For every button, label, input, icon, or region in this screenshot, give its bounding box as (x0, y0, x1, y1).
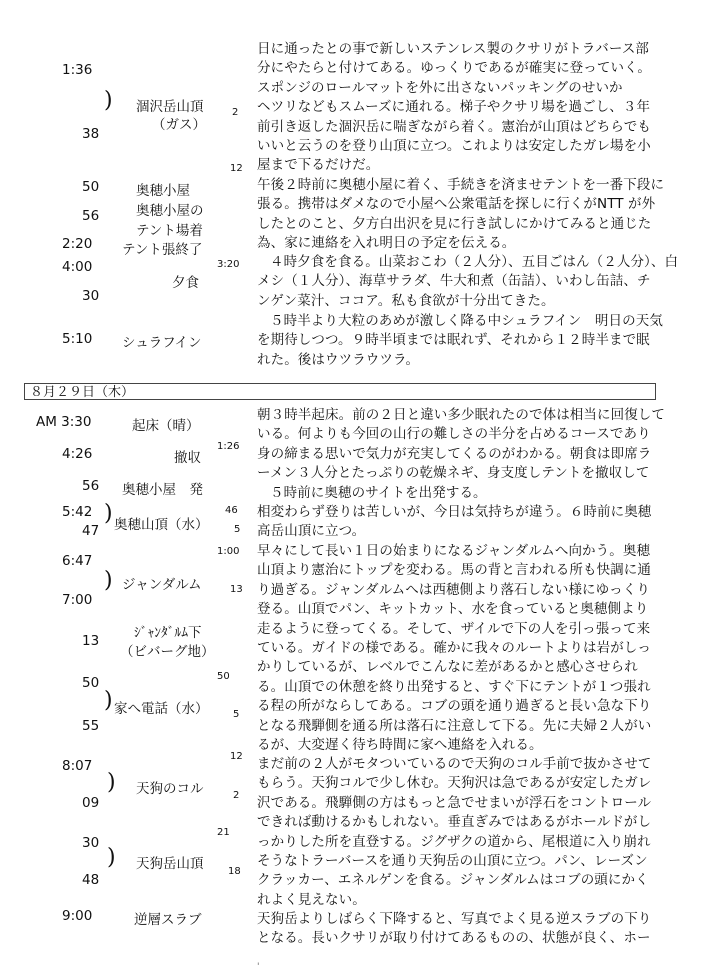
bracket-mark: ) (104, 568, 113, 593)
event-label: 奥穂小屋の (136, 203, 204, 219)
text-line: を期待しつつ。９時半頃までは眠れず、それから１２時半まで眠 (257, 332, 650, 349)
event-label: シュラフイン (122, 335, 202, 351)
text-line: メシ（１人分）、海草サラダ、牛大和煮（缶詰）、いわし缶詰、チ (257, 273, 651, 290)
event-label: 奥穂小屋 (136, 183, 190, 199)
text-line: もらう。天狗コルで少し休む。天狗沢は急であるが安定したガレ (257, 775, 652, 792)
time-entry: 30 (82, 288, 100, 304)
duration-entry: 50 (217, 671, 230, 682)
duration-entry: 1:26 (217, 441, 240, 452)
duration-entry: 1:00 (217, 546, 240, 557)
event-label: （ビバーグ地） (120, 644, 215, 660)
time-entry: 7:00 (62, 592, 93, 608)
time-entry: 55 (82, 718, 100, 734)
time-entry: 56 (82, 478, 100, 494)
time-entry: 1:36 (62, 62, 93, 78)
duration-entry: 2 (233, 790, 240, 801)
time-entry: 4:00 (62, 259, 93, 275)
time-entry: 47 (82, 523, 100, 539)
text-line: ーメン３人分とたっぷりの乾燥ネギ、身支度しテントを撤収して (257, 465, 650, 482)
duration-entry: 5 (234, 524, 241, 535)
text-line: ンゲン菜汁、ココア。私も食欲が十分出てきた。 (257, 292, 555, 309)
duration-entry: 12 (230, 163, 243, 174)
event-label: 夕食 (172, 275, 199, 291)
text-line: 相変わらず登りは苦しいが、今日は気持ちが違う。６時前に奥穂 (257, 504, 652, 520)
event-label: 家へ電話（水） (114, 701, 209, 717)
text-line: り過ぎる。ジャンダルムへは西穂側より落石しない様にゆっくり (257, 581, 650, 598)
bracket-mark: ) (104, 688, 113, 713)
text-line: そうなトラーバースを通り天狗岳の山頂に立つ。パン、レーズン (257, 852, 648, 869)
event-label: 撤収 (174, 450, 201, 466)
time-entry: 48 (82, 872, 100, 888)
bracket-mark: ) (107, 845, 116, 870)
bracket-mark: ) (104, 88, 113, 113)
text-line: 沢である。飛騨側の方はもっと急でせまいが浮石をコントロール (257, 794, 652, 811)
event-label: 奥穂小屋 発 (122, 482, 203, 498)
text-line: れよく見えない。 (257, 891, 366, 908)
text-line: る程の所がならしてある。コブの頭を通り過ぎると長い急な下り (257, 698, 652, 715)
text-line: 屋まで下るだけだ。 (257, 157, 380, 174)
narrative-paragraph (257, 406, 665, 503)
duration-entry: 3:20 (217, 259, 240, 270)
text-line: 天狗岳よりしばらく下降すると、写真でよく見る逆スラブの下り (257, 911, 652, 927)
text-line: ５時半より大粒のあめが激しく降る中シュラフイン 明日の天気 (270, 313, 663, 329)
text-line: スポンジのロールマットを外に出さないパッキングのせいか (257, 79, 623, 96)
event-label: （ガス） (152, 117, 206, 133)
bracket-mark: ) (104, 501, 113, 526)
text-line: っかりした所を直登する。ジグザクの道から、尾根道に入り崩れ (257, 833, 651, 850)
duration-entry: 21 (217, 827, 230, 838)
text-line: る。山頂での休憩を終り出発すると、すぐ下にテントが１つ張れ (257, 678, 651, 695)
time-entry: 38 (82, 126, 100, 142)
text-line: 為、家に連絡を入れ明日の予定を伝える。 (257, 235, 516, 252)
text-line: 午後２時前に奥穂小屋に着く、手続きを済ませテントを一番下段に (257, 177, 665, 193)
time-entry: 4:26 (62, 446, 93, 462)
text-line: 高岳山頂に立つ。 (257, 523, 366, 540)
date-header: ８月２９日（木） (24, 383, 656, 400)
text-line: となる飛騨側を通る所は落石に注意して下る。先に夫婦２人がい (257, 717, 652, 734)
text-line: ５時前に奥穂のサイトを出発する。 (270, 484, 487, 501)
text-line: 日に通ったとの事で新しいステンレス製のクサリがトラバース部 (257, 41, 650, 57)
event-label: 逆層スラブ (134, 912, 202, 928)
time-entry: 6:47 (62, 553, 93, 569)
time-entry: 56 (82, 208, 100, 224)
time-entry: 50 (82, 179, 100, 195)
time-entry: 50 (82, 675, 100, 691)
text-line: ヘツリなどもスムーズに通れる。梯子やクサリ場を過ごし、３年 (257, 99, 651, 116)
page-mark: ' (257, 962, 260, 972)
bracket-mark: ) (107, 770, 116, 795)
narrative-paragraph (257, 312, 663, 370)
text-line: となる。長いクサリが取り付けてあるものの、状態が良く、ホー (257, 930, 651, 947)
event-label: 奥穂山頂（水） (114, 517, 209, 533)
time-entry: 5:10 (62, 331, 93, 347)
duration-entry: 2 (232, 107, 239, 118)
text-line: 前引き返した涸沢岳に喘ぎながら着く。憲治が山頂はどちらでも (257, 118, 651, 135)
event-label: 天狗のコル (136, 781, 204, 797)
text-line: 張る。携帯はダメなので小屋へ公衆電話を探しに行くがNTT が外 (257, 196, 656, 213)
text-line: かりしているが、レベルでこんなに差があるかと感心させられ (257, 659, 638, 676)
text-line: 山頂より憲治にトップを変わる。馬の背と言われる所も快調に通 (257, 562, 651, 579)
text-line: 身の締まる思いで気力が充実してくるのがわかる。朝食は即席ラ (257, 445, 652, 462)
narrative-paragraph (257, 542, 659, 755)
event-label: 涸沢岳山頂 (136, 99, 204, 115)
narrative-paragraph (257, 40, 659, 176)
narrative-paragraph (257, 503, 659, 542)
time-entry: AM 3:30 (36, 414, 92, 430)
text-line: いいと云うのを登り山頂に立つ。これよりは安定したガレ場を小 (257, 137, 651, 154)
narrative-paragraph (257, 253, 679, 311)
text-line: まだ前の２人がモタついているので天狗のコル手前で抜かさせて (257, 756, 652, 772)
time-entry: 9:00 (62, 908, 93, 924)
duration-entry: 13 (230, 584, 243, 595)
event-label: テント張終了 (122, 242, 203, 258)
text-line: ている。ガイドの様である。確かに我々のルートよりは岩がしっ (257, 639, 651, 656)
time-entry: 09 (82, 795, 100, 811)
duration-entry: 12 (230, 751, 243, 762)
event-label: ジャンダルム (122, 577, 202, 593)
text-line: 登る。山頂でパン、キットカット、水を食っていると奥穂側より (257, 601, 649, 618)
text-line: いる。何よりも今回の山行の難しさの半分を占めるコースであり (257, 426, 651, 443)
text-line: 早々にして長い１日の始まりになるジャンダルムへ向かう。奥穂 (257, 543, 651, 559)
narrative-paragraph (257, 176, 665, 254)
event-label: ｼﾞｬﾝﾀﾞﾙﾑ下 (134, 625, 202, 641)
event-label: テント場着 (136, 223, 203, 239)
event-label: 起床（晴） (132, 418, 200, 434)
text-line: るが、大変遅く待ち時間に家へ連絡を入れる。 (257, 736, 543, 753)
time-entry: 2:20 (62, 236, 93, 252)
narrative-paragraph (257, 910, 659, 949)
text-line: したとのこと、夕方白出沢を見に行き試しにかけてみると通じた (257, 215, 652, 232)
duration-entry: 5 (233, 709, 240, 720)
text-line: クラッカー、エネルゲンを食る。ジャンダルムはコブの頭にかく (257, 872, 649, 889)
text-line: できれば動けるかもしれない。垂直ぎみではあるがホールドがし (257, 814, 652, 831)
duration-entry: 18 (228, 866, 241, 877)
event-label: 天狗岳山頂 (136, 856, 204, 872)
text-line: れた。後はウツラウツラ。 (257, 351, 420, 368)
time-entry: 8:07 (62, 758, 93, 774)
text-line: ４時夕食を食る。山菜おこわ（２人分）、五目ごはん（２人分）、白 (270, 254, 679, 270)
text-line: 朝３時半起床。前の２日と違い多少眠れたので体は相当に回復して (257, 407, 665, 423)
duration-entry: 46 (225, 505, 238, 516)
time-entry: 30 (82, 835, 100, 851)
time-entry: 13 (82, 633, 100, 649)
text-line: 走るように登ってくる。そして、ザイルで下の人を引っ張って来 (257, 620, 651, 637)
narrative-paragraph (257, 755, 659, 910)
text-line: 分にやたらと付けてある。ゆっくりであるが確実に登っていく。 (257, 60, 651, 77)
time-entry: 5:42 (62, 504, 93, 520)
